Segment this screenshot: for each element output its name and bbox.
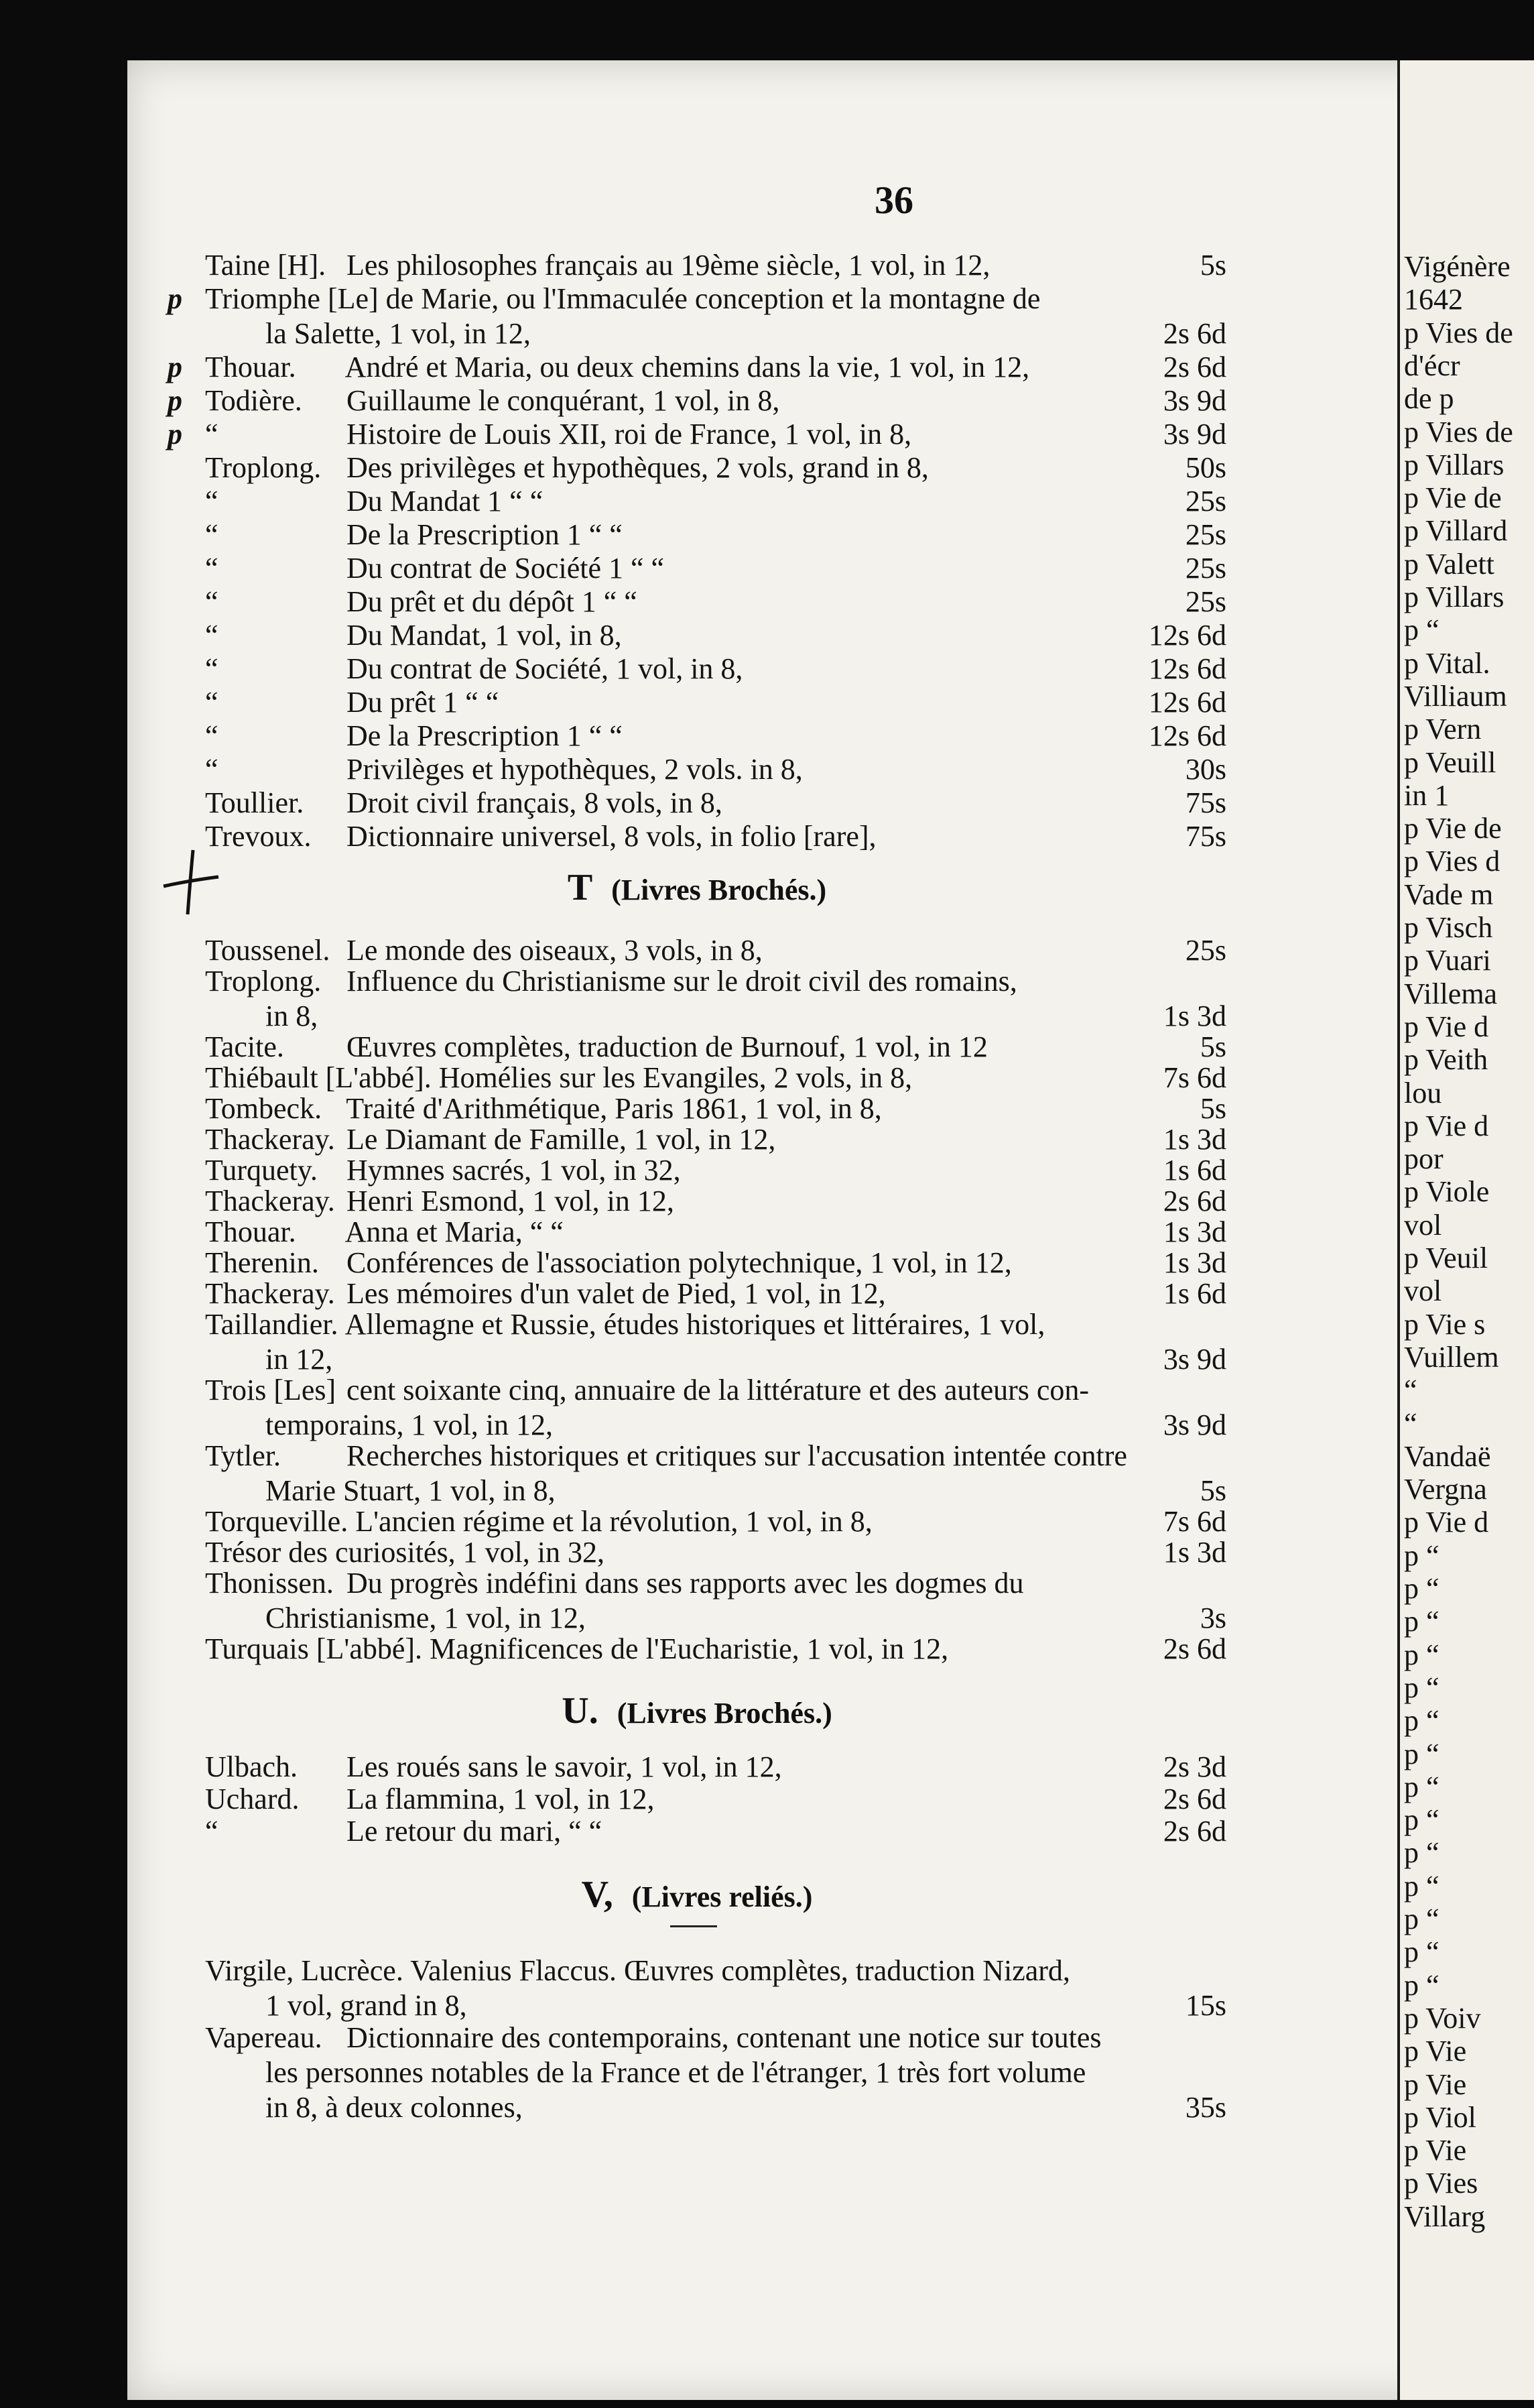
entry-author: Thackeray. — [205, 1185, 335, 1217]
entry-author: Turquety. — [205, 1154, 318, 1187]
adjacent-page-fragment: p Villars — [1404, 581, 1505, 613]
catalogue-entry — [181, 1122, 1226, 1157]
entry-author: Trois [Les] — [205, 1374, 336, 1406]
section-label: (Livres Brochés.) — [617, 1697, 832, 1730]
entry-author: “ — [205, 418, 218, 450]
entry-author: “ — [205, 552, 218, 585]
adjacent-page-fragment: d'écr — [1404, 349, 1460, 382]
adjacent-page-fragment: p Villard — [1404, 514, 1508, 547]
entry-price: 1s 6d — [1163, 1154, 1226, 1187]
adjacent-page-fragment: Vandaë — [1404, 1440, 1491, 1473]
catalogue-entry — [181, 484, 1226, 519]
entry-continuation — [181, 2090, 1226, 2125]
adjacent-page-fragment: p “ — [1404, 1870, 1440, 1903]
catalogue-entry — [181, 1246, 1226, 1280]
adjacent-page-fragment: p “ — [1404, 1539, 1440, 1572]
catalogue-entry — [168, 417, 1226, 452]
adjacent-page-fragment: p Vie de — [1404, 812, 1502, 845]
entry-price: 2s 6d — [1163, 351, 1226, 383]
catalogue-entry — [181, 1566, 1213, 1601]
entry-title: Du Mandat, 1 vol, in 8, — [346, 619, 622, 652]
entry-title: Du contrat de Société, 1 vol, in 8, — [346, 652, 743, 685]
entry-author: Taillandier. — [205, 1308, 338, 1341]
entry-continuation-text: Marie Stuart, 1 vol, in 8, — [265, 1474, 556, 1507]
availability-mark: p — [168, 351, 182, 383]
entry-continuation — [181, 316, 1226, 351]
entry-price: 1s 6d — [1163, 1277, 1226, 1310]
entry-title: de Marie, ou l'Immaculée conception et la montagne de — [385, 282, 1041, 315]
catalogue-column — [168, 60, 1468, 2400]
adjacent-page-fragment: vol — [1404, 1209, 1442, 1242]
adjacent-page-fragment: p “ — [1404, 1770, 1440, 1803]
catalogue-entry — [181, 652, 1226, 686]
entry-author: Virgile, Lucrèce. — [205, 1954, 403, 1987]
catalogue-entry — [181, 1091, 1226, 1126]
entry-title: Homélies sur les Evangiles, 2 vols, in 8, — [438, 1061, 913, 1094]
catalogue-entry — [181, 1814, 1226, 1849]
availability-mark: p — [168, 418, 182, 450]
page-inner — [168, 60, 1513, 2400]
adjacent-page-fragment: Vuillem — [1404, 1341, 1499, 1374]
entry-author: Uchard. — [205, 1783, 300, 1815]
entry-continuation — [181, 2055, 1213, 2090]
adjacent-page-fragment: p Vuari — [1404, 944, 1491, 977]
entry-price: 30s — [1185, 753, 1226, 786]
adjacent-page-fragment: p Villars — [1404, 448, 1505, 481]
section-header — [181, 866, 1213, 909]
adjacent-page-fragment: p “ — [1404, 1738, 1440, 1770]
adjacent-page-fragment: in 1 — [1404, 779, 1450, 812]
entry-title: Histoire de Louis XII, roi de France, 1 vol, in 8, — [346, 418, 912, 450]
entry-price: 7s 6d — [1163, 1061, 1226, 1094]
catalogue-entry — [181, 752, 1226, 787]
entry-author: “ — [205, 619, 218, 652]
entry-price: 5s — [1200, 1030, 1226, 1063]
entry-price: 12s 6d — [1148, 619, 1226, 652]
adjacent-page-fragment: Villarg — [1404, 2200, 1486, 2233]
availability-mark: p — [168, 384, 182, 417]
catalogue-entry — [181, 518, 1226, 552]
adjacent-page-fragment: p Vie — [1404, 2134, 1467, 2167]
entry-price: 50s — [1185, 451, 1226, 484]
entry-price: 5s — [1200, 249, 1226, 282]
entry-price: 2s 6d — [1163, 1185, 1226, 1217]
entry-author: Vapereau. — [205, 2021, 322, 2054]
catalogue-entry — [181, 964, 1213, 999]
entry-title: Les roués sans le savoir, 1 vol, in 12, — [346, 1750, 782, 1783]
catalogue-entry — [181, 2021, 1213, 2055]
adjacent-page-fragment: de p — [1404, 382, 1454, 415]
catalogue-entry — [181, 786, 1226, 821]
entry-continuation-text: les personnes notables de la France et de l'étranger, 1 très fort volume — [265, 2056, 1086, 2089]
adjacent-page-fragment: p Vital. — [1404, 647, 1490, 680]
catalogue-entry — [181, 933, 1226, 968]
adjacent-page-fragment: vol — [1404, 1274, 1442, 1307]
entry-price: 1s 3d — [1163, 1536, 1226, 1569]
entry-title: Du progrès indéfini dans ses rapports avec les dogmes du — [346, 1567, 1024, 1600]
entry-price: 7s 6d — [1163, 1505, 1226, 1538]
entry-continuation — [181, 999, 1226, 1034]
catalogue-entry — [168, 350, 1226, 385]
entry-continuation — [181, 1601, 1226, 1636]
entry-title: Le retour du mari, “ “ — [346, 1815, 602, 1848]
entry-price: 12s 6d — [1148, 652, 1226, 685]
entry-title: Du prêt 1 “ “ — [346, 686, 499, 719]
entry-price: 15s — [1185, 1989, 1226, 2022]
entry-price: 75s — [1185, 820, 1226, 853]
catalogue-entry — [181, 1953, 1213, 1988]
entry-price: 5s — [1200, 1474, 1226, 1507]
margin-cross-mark — [161, 845, 221, 918]
adjacent-page-fragment: por — [1404, 1142, 1444, 1175]
catalogue-entry — [181, 248, 1226, 283]
entry-author: Troplong. — [205, 965, 322, 998]
catalogue-entry — [168, 282, 1213, 316]
catalogue-entry — [181, 1782, 1226, 1817]
catalogue-entry — [181, 1535, 1226, 1570]
entry-title: Magnificences de l'Eucharistie, 1 vol, in 12, — [430, 1632, 949, 1665]
entry-author: Ulbach. — [205, 1750, 298, 1783]
adjacent-page-column — [1397, 60, 1534, 2400]
entry-author: Toullier. — [205, 786, 304, 819]
adjacent-page-fragment: Vergna — [1404, 1473, 1487, 1506]
catalogue-entry — [181, 1632, 1226, 1667]
adjacent-page-fragment: p Vie d — [1404, 1109, 1489, 1142]
entry-title: Influence du Christianisme sur le droit civil des romains, — [346, 965, 1017, 998]
adjacent-page-fragment: p Viole — [1404, 1175, 1490, 1208]
catalogue-entry — [181, 1373, 1213, 1408]
catalogue-entry — [181, 618, 1226, 653]
entry-title: Conférences de l'association polytechnique, 1 vol, in 12, — [346, 1246, 1012, 1279]
entry-title: De la Prescription 1 “ “ — [346, 518, 623, 551]
adjacent-page-fragment: p Veith — [1404, 1043, 1488, 1076]
section-letter: V, — [581, 1874, 613, 1915]
entry-author: Trésor des curiosités, — [205, 1536, 456, 1569]
entry-price: 12s 6d — [1148, 719, 1226, 752]
entry-continuation-text: in 8, — [265, 1000, 318, 1032]
entry-continuation — [181, 1342, 1226, 1377]
entry-title: 1 vol, in 32, — [462, 1536, 605, 1569]
entry-title: Privilèges et hypothèques, 2 vols. in 8, — [346, 753, 803, 786]
entry-price: 25s — [1185, 552, 1226, 585]
entry-title: Œuvres complètes, traduction de Burnouf, 1 vol, in 12 — [346, 1030, 988, 1063]
entry-price: 1s 3d — [1163, 1000, 1226, 1032]
entry-author: “ — [205, 753, 218, 786]
entry-title: Traité d'Arithmétique, Paris 1861, 1 vol, in 8, — [346, 1092, 882, 1125]
entry-price: 3s 9d — [1163, 1343, 1226, 1376]
entry-author: Tytler. — [205, 1439, 281, 1472]
entry-author: Taine [H]. — [205, 249, 326, 282]
entry-author: “ — [205, 686, 218, 719]
adjacent-page-fragment: p Vies de — [1404, 416, 1513, 448]
adjacent-page-fragment: p Vies d — [1404, 845, 1500, 878]
entry-title: Le Diamant de Famille, 1 vol, in 12, — [346, 1123, 776, 1156]
entry-author: Troplong. — [205, 451, 322, 484]
entry-title: Dictionnaire universel, 8 vols, in folio [rare], — [346, 820, 877, 853]
entry-title: Droit civil français, 8 vols, in 8, — [346, 786, 722, 819]
entry-title: André et Maria, ou deux chemins dans la vie, 1 vol, in 12, — [344, 351, 1030, 383]
adjacent-page-fragment: p Vie de — [1404, 481, 1502, 514]
entry-title: Dictionnaire des contemporains, contenant une notice sur toutes — [346, 2021, 1102, 2054]
entry-price: 2s 6d — [1163, 317, 1226, 350]
catalogue-entry — [168, 383, 1226, 418]
availability-mark: p — [168, 282, 182, 315]
entry-author: “ — [205, 719, 218, 752]
entry-title: L'ancien régime et la révolution, 1 vol, in 8, — [355, 1505, 873, 1538]
adjacent-page-fragment: p “ — [1404, 1836, 1440, 1869]
catalogue-entry — [181, 1504, 1226, 1539]
catalogue-entry — [181, 1030, 1226, 1065]
adjacent-page-fragment: Villiaum — [1404, 680, 1507, 713]
entry-price: 3s 9d — [1163, 384, 1226, 417]
catalogue-entry — [181, 1215, 1226, 1250]
entry-price: 25s — [1185, 518, 1226, 551]
entry-author: Triomphe [Le] — [205, 282, 379, 315]
adjacent-page-fragment: p Vies — [1404, 2167, 1478, 2200]
entry-continuation-text: la Salette, 1 vol, in 12, — [265, 317, 531, 350]
adjacent-page-fragment: p “ — [1404, 1803, 1440, 1836]
entry-author: Thonissen. — [205, 1567, 334, 1600]
entry-title: Du Mandat 1 “ “ — [346, 485, 544, 518]
entry-continuation — [181, 1408, 1226, 1443]
entry-author: “ — [205, 652, 218, 685]
entry-author: “ — [205, 585, 218, 618]
entry-price: 25s — [1185, 934, 1226, 967]
catalogue-entry — [181, 1276, 1226, 1311]
adjacent-page-fragment: p Visch — [1404, 911, 1493, 944]
entry-author: Therenin. — [205, 1246, 319, 1279]
adjacent-page-fragment: p Vie — [1404, 2068, 1467, 2101]
document-page — [127, 60, 1513, 2400]
entry-price: 75s — [1185, 786, 1226, 819]
entry-author: Tacite. — [205, 1030, 284, 1063]
entry-price: 35s — [1185, 2091, 1226, 2124]
adjacent-page-fragment: p “ — [1404, 1903, 1440, 1935]
adjacent-page-fragment: p Veuill — [1404, 746, 1496, 779]
adjacent-page-fragment: p “ — [1404, 1935, 1440, 1968]
adjacent-page-fragment: p “ — [1404, 1605, 1440, 1638]
adjacent-page-fragment: p “ — [1404, 1638, 1440, 1671]
entry-title: De la Prescription 1 “ “ — [346, 719, 623, 752]
page-number: 36 — [875, 178, 913, 222]
entry-price: 25s — [1185, 585, 1226, 618]
entry-author: Thackeray. — [205, 1277, 335, 1310]
entry-continuation — [181, 1473, 1226, 1508]
catalogue-entry — [181, 551, 1226, 586]
adjacent-page-fragment: p Vie — [1404, 2035, 1467, 2067]
entry-price: 2s 6d — [1163, 1632, 1226, 1665]
adjacent-page-fragment: Villema — [1404, 977, 1498, 1010]
adjacent-page-fragment: p Vie d — [1404, 1506, 1489, 1539]
adjacent-page-fragment: lou — [1404, 1077, 1442, 1109]
entry-price: 12s 6d — [1148, 686, 1226, 719]
catalogue-entry — [181, 1061, 1226, 1095]
entry-author: “ — [205, 1815, 218, 1848]
entry-title: Du prêt et du dépôt 1 “ “ — [346, 585, 637, 618]
entry-price: 3s — [1200, 1602, 1226, 1634]
section-label: (Livres Brochés.) — [611, 874, 827, 906]
entry-price: 1s 3d — [1163, 1246, 1226, 1279]
entry-author: Trevoux. — [205, 820, 312, 853]
entry-author: Thackeray. — [205, 1123, 335, 1156]
entry-price: 1s 3d — [1163, 1123, 1226, 1156]
entry-price: 5s — [1200, 1092, 1226, 1125]
entry-price: 3s 9d — [1163, 418, 1226, 450]
adjacent-page-fragment: p Vern — [1404, 713, 1482, 745]
catalogue-entry — [181, 585, 1226, 619]
entry-author: Turquais [L'abbé]. — [205, 1632, 423, 1665]
catalogue-entry — [181, 685, 1226, 720]
entry-author: Todière. — [205, 384, 302, 417]
catalogue-entry — [181, 819, 1226, 854]
catalogue-entry — [181, 1184, 1226, 1219]
entry-title: Les mémoires d'un valet de Pied, 1 vol, in 12, — [346, 1277, 886, 1310]
entry-title: Allemagne et Russie, études historiques et littéraires, 1 vol, — [344, 1308, 1045, 1341]
section-header — [181, 1873, 1213, 1916]
entry-price: 2s 6d — [1163, 1783, 1226, 1815]
entry-title: Le monde des oiseaux, 3 vols, in 8, — [346, 934, 763, 967]
entry-title: Valenius Flaccus. Œuvres complètes, traduction Nizard, — [410, 1954, 1070, 1987]
section-letter: U. — [562, 1690, 598, 1732]
adjacent-page-fragment: p “ — [1404, 1969, 1440, 2002]
adjacent-page-fragment: p “ — [1404, 613, 1440, 646]
entry-continuation-text: 1 vol, grand in 8, — [265, 1989, 467, 2022]
entry-author: “ — [205, 518, 218, 551]
entry-title: Guillaume le conquérant, 1 vol, in 8, — [346, 384, 780, 417]
adjacent-page-fragment: p Viol — [1404, 2101, 1476, 2134]
adjacent-page-fragment: p Vies de — [1404, 316, 1513, 349]
adjacent-page-fragment: p “ — [1404, 1704, 1440, 1737]
entry-price: 2s 3d — [1163, 1750, 1226, 1783]
section-header — [181, 1689, 1213, 1732]
entry-title: Des privilèges et hypothèques, 2 vols, grand in 8, — [346, 451, 929, 484]
adjacent-page-fragment: p Vie d — [1404, 1010, 1489, 1043]
adjacent-page-fragment: 1642 — [1404, 283, 1463, 316]
section-label: (Livres reliés.) — [631, 1880, 813, 1913]
adjacent-page-fragment: p Valett — [1404, 548, 1494, 581]
entry-price: 1s 3d — [1163, 1215, 1226, 1248]
entry-author: Thouar. — [205, 1215, 296, 1248]
catalogue-entry — [181, 450, 1226, 485]
catalogue-entry — [181, 719, 1226, 754]
adjacent-page-fragment: p Veuil — [1404, 1242, 1488, 1274]
adjacent-page-fragment: p “ — [1404, 1671, 1440, 1704]
entry-continuation-text: in 8, à deux colonnes, — [265, 2091, 523, 2124]
catalogue-entry — [181, 1439, 1213, 1473]
adjacent-page-fragment: Vigénère — [1404, 250, 1511, 283]
entry-continuation-text: Christianisme, 1 vol, in 12, — [265, 1602, 586, 1634]
entry-title: Anna et Maria, “ “ — [344, 1215, 564, 1248]
adjacent-page-fragment: p “ — [1404, 1572, 1440, 1605]
entry-price: 3s 9d — [1163, 1408, 1226, 1441]
entry-author: Tombeck. — [205, 1092, 322, 1125]
entry-title: Recherches historiques et critiques sur l'accusation intentée contre — [346, 1439, 1127, 1472]
adjacent-page-fragment: p Vie s — [1404, 1308, 1486, 1341]
entry-title: Du contrat de Société 1 “ “ — [346, 552, 665, 585]
section-rule — [670, 1925, 717, 1927]
entry-author: Toussenel. — [205, 934, 330, 967]
catalogue-entry — [181, 1153, 1226, 1188]
adjacent-page-fragment: “ — [1404, 1407, 1417, 1440]
entry-author: Thouar. — [205, 351, 296, 383]
entry-author: Torqueville. — [205, 1505, 348, 1538]
entry-continuation — [181, 1988, 1226, 2023]
adjacent-page-fragment: “ — [1404, 1374, 1417, 1406]
adjacent-page-fragment: p Voiv — [1404, 2002, 1481, 2035]
catalogue-entry — [181, 1307, 1213, 1342]
catalogue-entry — [181, 1750, 1226, 1785]
entry-title: Les philosophes français au 19ème siècle, 1 vol, in 12, — [346, 249, 990, 282]
entry-continuation-text: in 12, — [265, 1343, 333, 1376]
entry-author: Thiébault [L'abbé]. — [205, 1061, 432, 1094]
entry-title: Hymnes sacrés, 1 vol, in 32, — [346, 1154, 681, 1187]
entry-price: 25s — [1185, 485, 1226, 518]
entry-title: La flammina, 1 vol, in 12, — [346, 1783, 655, 1815]
entry-price: 2s 6d — [1163, 1815, 1226, 1848]
section-letter: T — [567, 867, 593, 908]
entry-author: “ — [205, 485, 218, 518]
entry-title: cent soixante cinq, annuaire de la littérature et des auteurs con- — [346, 1374, 1090, 1406]
entry-continuation-text: temporains, 1 vol, in 12, — [265, 1408, 553, 1441]
entry-title: Henri Esmond, 1 vol, in 12, — [346, 1185, 674, 1217]
adjacent-page-fragment: Vade m — [1404, 878, 1494, 911]
